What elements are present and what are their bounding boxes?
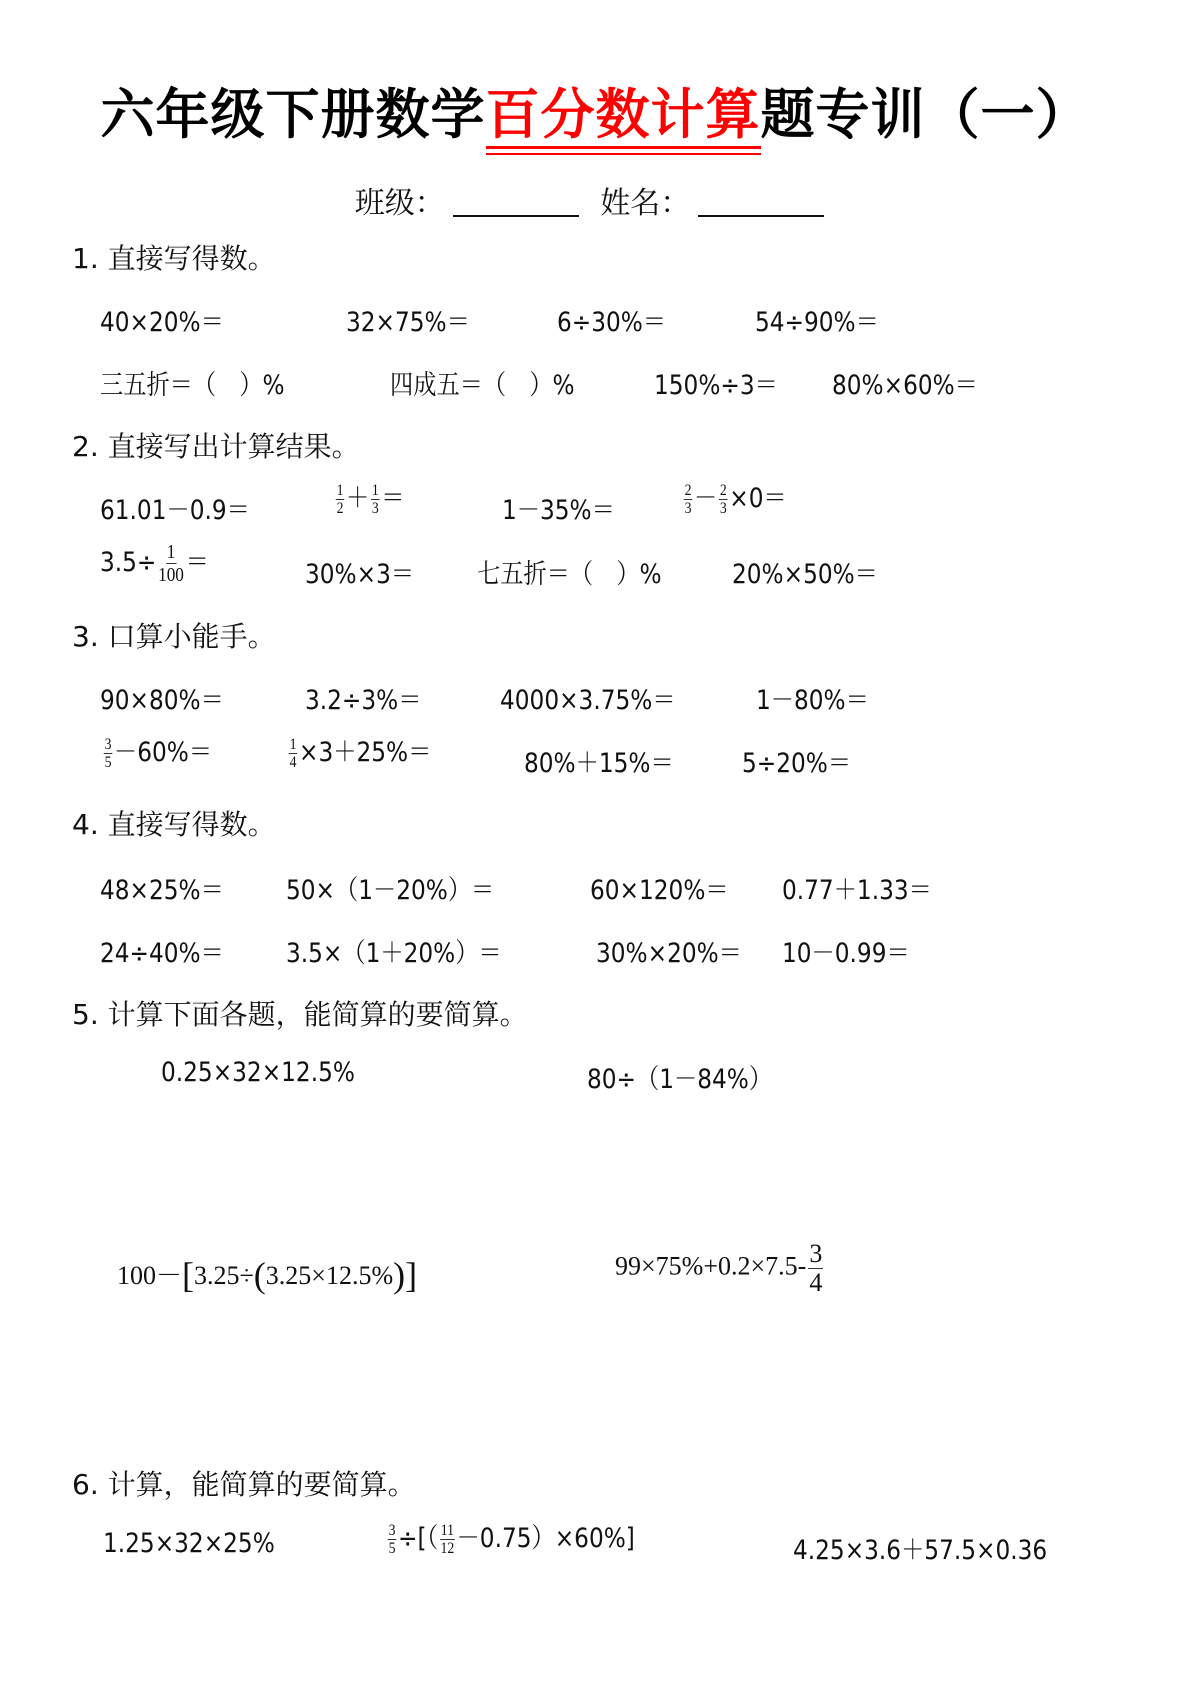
- fraction: $\frac{1}{2}$: [336, 482, 344, 517]
- problem: $\frac{1}{4}$ ×3＋25%＝: [289, 736, 432, 771]
- problem: 四成五＝（ ）%: [390, 370, 575, 401]
- problem: 三五折＝（ ）%: [100, 370, 285, 401]
- name-blank[interactable]: [698, 189, 824, 217]
- class-label: 班级：: [354, 186, 445, 221]
- problem: $\frac{3}{5}$ －60%＝: [104, 736, 213, 771]
- problem: 4.25×3.6＋57.5×0.36: [793, 1535, 1048, 1566]
- section-3-heading: 3. 口算小能手。: [72, 620, 276, 653]
- problem: $\frac{3}{5}$ ÷[（ $\frac{11}{12}$ －0.75）×60%]: [388, 1522, 635, 1557]
- problem: 5÷20%＝: [742, 748, 852, 779]
- problem: 3.5÷ $\frac{1}{100}$ ＝: [100, 541, 209, 586]
- problem: 54÷90%＝: [755, 307, 879, 338]
- problem: 80÷（1－84%）: [587, 1064, 773, 1095]
- problem: 0.25×32×12.5%: [161, 1057, 355, 1088]
- problem: 100－[3.25÷(3.25×12.5%)]: [117, 1255, 418, 1295]
- section-4-heading: 4. 直接写得数。: [72, 808, 276, 841]
- section-1-heading: 1. 直接写得数。: [72, 242, 276, 275]
- problem: 3.5×（1＋20%）＝: [286, 938, 502, 969]
- student-info: [0, 178, 1191, 222]
- fraction: $\frac{3}{5}$: [388, 1522, 396, 1557]
- problem: $\frac{1}{2}$ ＋ $\frac{1}{3}$ ＝: [336, 482, 405, 517]
- fraction: $\frac{1}{100}$: [158, 541, 184, 586]
- problem: 150%÷3＝: [654, 370, 778, 401]
- title-suffix: 题专训（一）: [760, 83, 1091, 146]
- section-5-heading: 5. 计算下面各题，能简算的要简算。: [72, 998, 528, 1031]
- problem: 90×80%＝: [100, 685, 224, 716]
- section-2-heading: 2. 直接写出计算结果。: [72, 430, 360, 463]
- problem: 50×（1－20%）＝: [286, 875, 495, 906]
- problem: 48×25%＝: [100, 875, 224, 906]
- problem: 40×20%＝: [100, 307, 224, 338]
- problem: 99×75%+0.2×7.5- $\frac{3}{4}$: [615, 1239, 823, 1297]
- problem: 20%×50%＝: [732, 559, 878, 590]
- problem: 30%×3＝: [305, 559, 415, 590]
- problem: 1－80%＝: [756, 685, 869, 716]
- problem: 61.01－0.9＝: [100, 495, 250, 526]
- fraction: $\frac{1}{3}$: [371, 482, 379, 517]
- title-prefix: 六年级下册数学: [100, 83, 486, 146]
- problem: 0.77＋1.33＝: [782, 875, 932, 906]
- class-blank[interactable]: [453, 189, 579, 217]
- fraction: $\frac{2}{3}$: [719, 482, 727, 517]
- problem: 32×75%＝: [346, 307, 470, 338]
- problem: 3.2÷3%＝: [305, 685, 422, 716]
- page-title: [0, 72, 1191, 149]
- problem: 10－0.99＝: [782, 938, 910, 969]
- fraction: $\frac{3}{5}$: [104, 736, 112, 771]
- fraction: $\frac{3}{4}$: [809, 1239, 823, 1297]
- fraction: $\frac{2}{3}$: [684, 482, 692, 517]
- fraction: $\frac{11}{12}$: [440, 1522, 455, 1557]
- problem: 80%×60%＝: [832, 370, 978, 401]
- problem: 4000×3.75%＝: [500, 685, 676, 716]
- problem: 24÷40%＝: [100, 938, 224, 969]
- problem: 1.25×32×25%: [103, 1528, 275, 1559]
- problem: 60×120%＝: [590, 875, 729, 906]
- section-6-heading: 6. 计算，能简算的要简算。: [72, 1468, 416, 1501]
- name-label: 姓名：: [600, 186, 691, 221]
- problem: 80%＋15%＝: [524, 748, 674, 779]
- problem: 1－35%＝: [502, 495, 615, 526]
- problem: 七五折＝（ ）%: [477, 559, 662, 590]
- title-highlight: 百分数计算: [486, 83, 761, 149]
- fraction: $\frac{1}{4}$: [289, 736, 297, 771]
- problem: 30%×20%＝: [596, 938, 742, 969]
- problem: 6÷30%＝: [557, 307, 667, 338]
- problem: $\frac{2}{3}$ － $\frac{2}{3}$ ×0＝: [684, 482, 787, 517]
